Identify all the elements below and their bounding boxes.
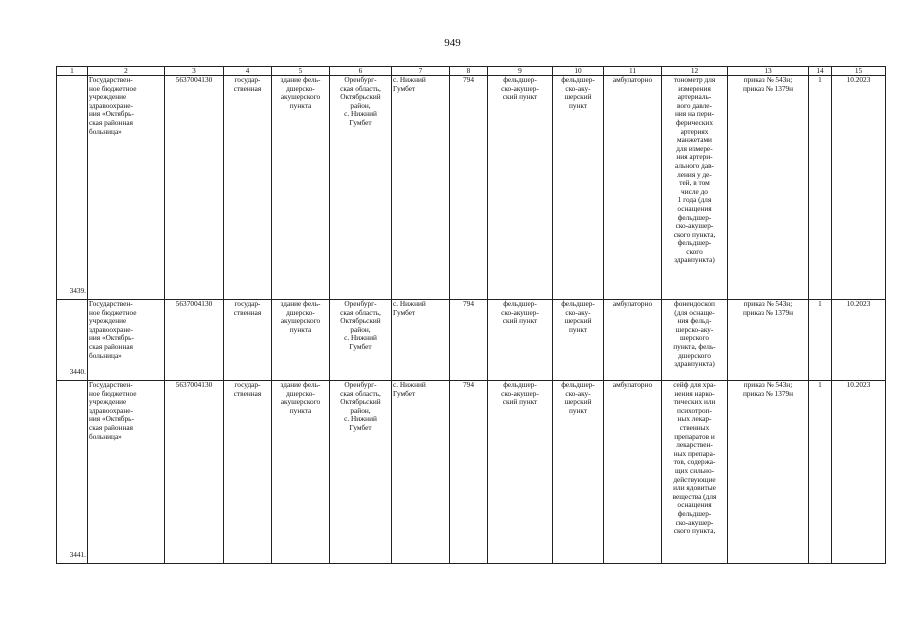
building-cell: здание фель- дшерско- акушерского пункта bbox=[272, 300, 330, 381]
column-number: 5 bbox=[272, 67, 330, 76]
ownership-cell: государ- ственная bbox=[224, 300, 272, 381]
table-row bbox=[57, 300, 886, 381]
unit-name-cell: фельдшер- ско-аку- шерский пункт bbox=[553, 381, 604, 564]
address-cell: Оренбург- ская область, Октябрьский район, с. Нижний Гумбет bbox=[330, 76, 392, 300]
quantity-cell: 1 bbox=[809, 381, 832, 564]
organization-cell: Государствен- ное бюджетное учреждение здравоохране- ния «Октябрь- ская районная больница» bbox=[88, 300, 165, 381]
ownership-cell: государ- ственная bbox=[224, 76, 272, 300]
address-cell: Оренбург- ская область, Октябрьский район, с. Нижний Гумбет bbox=[330, 381, 392, 564]
basis-cell: приказ № 543н; приказ № 1379н bbox=[728, 300, 809, 381]
row-number: 3440. bbox=[57, 300, 88, 381]
quantity-cell: 1 bbox=[809, 300, 832, 381]
locality-cell: с. Нижний Гумбет bbox=[392, 76, 450, 300]
inn-cell: 5637004130 bbox=[165, 76, 224, 300]
unit-type-cell: фельдшер- ско-акушер- ский пункт bbox=[488, 300, 553, 381]
column-number: 6 bbox=[330, 67, 392, 76]
address-cell: Оренбург- ская область, Октябрьский район, с. Нижний Гумбет bbox=[330, 300, 392, 381]
equipment-cell: сейф для хра- нения нарко- тических или психотроп- ных лекар- ственных препаратов и лекарствен- ных препара- тов, содержа- щих сильно- действующие или ядовитые вещества (для оснащения фельдшер- ско-акушер- ского пункта, bbox=[662, 381, 728, 564]
row-number: 3441. bbox=[57, 381, 88, 564]
table-row bbox=[57, 76, 886, 300]
inn-cell: 5637004130 bbox=[165, 381, 224, 564]
care-type-cell: амбулаторно bbox=[604, 76, 662, 300]
inn-cell: 5637004130 bbox=[165, 300, 224, 381]
building-cell: здание фель- дшерско- акушерского пункта bbox=[272, 381, 330, 564]
page-number: 949 bbox=[444, 37, 461, 49]
column-number: 3 bbox=[165, 67, 224, 76]
column-number: 10 bbox=[553, 67, 604, 76]
registry-table bbox=[56, 66, 886, 564]
column-number: 2 bbox=[88, 67, 165, 76]
population-cell: 794 bbox=[450, 381, 488, 564]
column-number: 11 bbox=[604, 67, 662, 76]
column-number-row bbox=[57, 67, 886, 76]
care-type-cell: амбулаторно bbox=[604, 300, 662, 381]
equipment-cell: тонометр для измерения артериаль- вого давле- ния на пери- ферических артериях манжетами для измере- ния артери- ального дав- ления у де- тей, в том числе до 1 года (для оснащения фельдшер- ско-акушер- ского пункта, фельдшер- ского здравпункта) bbox=[662, 76, 728, 300]
unit-type-cell: фельдшер- ско-акушер- ский пункт bbox=[488, 76, 553, 300]
ownership-cell: государ- ственная bbox=[224, 381, 272, 564]
column-number: 13 bbox=[728, 67, 809, 76]
column-number: 14 bbox=[809, 67, 832, 76]
column-number: 7 bbox=[392, 67, 450, 76]
equipment-cell: фонендоскоп (для оснаще- ния фельд- шерско-аку- шерского пункта, фель- дшерского здравпункта) bbox=[662, 300, 728, 381]
column-number: 4 bbox=[224, 67, 272, 76]
column-number: 12 bbox=[662, 67, 728, 76]
column-number: 1 bbox=[57, 67, 88, 76]
column-number: 15 bbox=[832, 67, 886, 76]
row-number: 3439. bbox=[57, 76, 88, 300]
locality-cell: с. Нижний Гумбет bbox=[392, 381, 450, 564]
organization-cell: Государствен- ное бюджетное учреждение здравоохране- ния «Октябрь- ская районная больница» bbox=[88, 381, 165, 564]
column-number: 8 bbox=[450, 67, 488, 76]
column-number: 9 bbox=[488, 67, 553, 76]
organization-cell: Государствен- ное бюджетное учреждение здравоохране- ния «Октябрь- ская районная больница» bbox=[88, 76, 165, 300]
unit-name-cell: фельдшер- ско-аку- шерский пункт bbox=[553, 76, 604, 300]
basis-cell: приказ № 543н; приказ № 1379н bbox=[728, 381, 809, 564]
population-cell: 794 bbox=[450, 300, 488, 381]
quantity-cell: 1 bbox=[809, 76, 832, 300]
care-type-cell: амбулаторно bbox=[604, 381, 662, 564]
building-cell: здание фель- дшерско- акушерского пункта bbox=[272, 76, 330, 300]
table-row bbox=[57, 381, 886, 564]
population-cell: 794 bbox=[450, 76, 488, 300]
locality-cell: с. Нижний Гумбет bbox=[392, 300, 450, 381]
basis-cell: приказ № 543н; приказ № 1379н bbox=[728, 76, 809, 300]
unit-type-cell: фельдшер- ско-акушер- ский пункт bbox=[488, 381, 553, 564]
date-cell: 10.2023 bbox=[832, 76, 886, 300]
date-cell: 10.2023 bbox=[832, 300, 886, 381]
unit-name-cell: фельдшер- ско-аку- шерский пункт bbox=[553, 300, 604, 381]
date-cell: 10.2023 bbox=[832, 381, 886, 564]
